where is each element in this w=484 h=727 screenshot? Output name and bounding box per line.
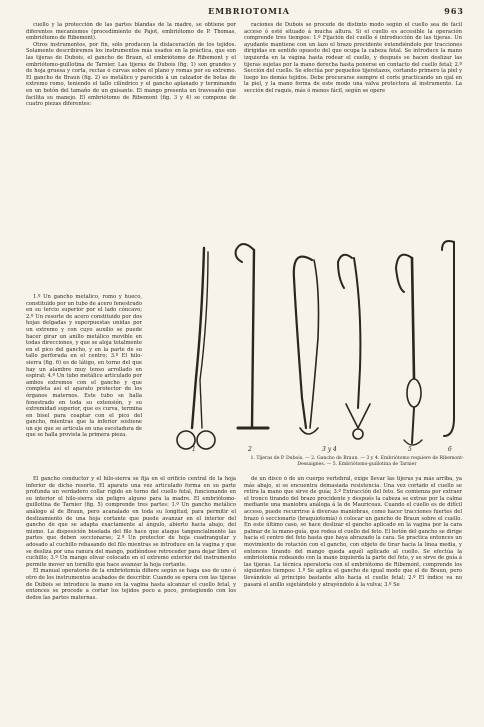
paragraph: raciones de Dubois se procede de distinto modo según el cuello sea de fácil acceso ó esté situado á mucha altura. Si el cuello es accesible la operación comprende tres tiempos: 1.º Fijación del cuello é introducción de las tijeras. Un ayudante mantiene con un lazo el brazo procidente extendiéndolo por tracciones dirigidas en sentido opuesto del que ocupa la cabeza fetal. Se introduce la mano izquierda en la vagina hasta rodear el cuello, y después se hacen deslizar las tijeras sujetas por la mano derecha hasta ponerse en contacto del cuello fetal; 2.º Sección del cuello. Se efectúa por pequeños tijeretazos, cortando primero la piel y luego los demás tejidos. Debe procurarse siempre el corte practicando un ojal en la piel, y la mano forma de este modo una valva protectora al instrumento. La sección del raquis, más ó menos fácil, según se opere	[244, 22, 462, 94]
page-title: EMBRIOTOMIA	[208, 6, 290, 16]
paragraph: El gancho conductor y el hilo-sierra se fija en el orificio central de la hoja inferior de dicho resorte. El aparato una vez articulado forma en su parte profunda un verdadero collar rígido en torno del cuello fetal, funcionando en su interior el hilo-sierra sin peligro alguno para la madre. El embriótomo-guillotina de Tarnier (fig. 5) comprende tres partes: 1.º Un gancho metálico análogo al de Braun, pero acanalado en toda su longitud, para permitir el deslizamiento de una hoja cortante que puede avanzar en el interior del gancho de que se adapta exactamente al ángulo, abierto hacia abajo, del mismo. La disposición biselada del filo hace que ataque tangencialmente las partes que deben seccionarse; 2.º Un protector de hoja cuadrangular y adosado al cuchillo rebasando del filo mientras se introduce en la vagina y que se desliza por una ranura del mango, pudiéndose retroceder para dejar libre el cuchillo; 3.º Un mango olivar colocado en el extremo exterior del instrumento permite mover un tornillo que hace avanzar la hoja cortante.	[26, 476, 236, 568]
figure-label-6: 6	[448, 446, 452, 453]
paragraph: 1.º Un gancho metálico, romo y hueco, constituido por un tubo de acero fenestrado en su tercio superior por el lado cóncavo; 2.º Un resorte de acero constituido por dos hojas delgadas y superpuestas unidas por un extremo y con cuyo auxilio se puede hacer girar un anillo metálico movible en todas direcciones, y que se aloja totalmente en el pico del gancho, y en la parte de su tallo perforada en el centro; 3.º El hilo-sierra (fig. 6) es de látigo, en torno del que hay un alambre muy tenso arrollado en espiral; 4.º Un tubo metálico articulado por ambos extremos con el gancho y que completa así el aparato protector de los órganos maternos. Este tubo se halla fenestrado en toda su extensión, y su extremidad superior, que es curva, termina en bisel para coaptar con el pico del gancho, mientras que la inferior sostiene un eje que se articula en una escotadura de que se halla provista la primera pieza.	[26, 294, 142, 439]
figure-label-5: 5	[408, 446, 412, 453]
paragraph: de un disco ó de un cuerpo vertebral, exige llevar las tijeras ya más arriba, ya más abajo, si se encuentra demasiada resistencia. Una vez cortado el cuello se retira la mano que sirve de guía; 3.º Extracción del feto. Se comienza por extraer el tronco tirando del brazo procidente y después la cabeza se extrae por la calma mediante una maniobra análoga á la de Mauriceau. Cuando el cuello es de difícil acceso, puede recurrirse á diversas maniobras, como hacer tracciones fuertes del brazo ó seccionario (braquiotomía) ó colocar un gancho de Braun sobre el cuello. En este último caso, se hace deslizar el gancho aplicado en la vagina por la cara palmar de la mano-guía, que rodea el cuello del feto. El botón del gancho se dirige hacia el centro del feto hasta que haya abrazado la cara. Se practica entonces un movimiento de rotación con el gancho, con objeto de tirar hacia la línea media, y entonces tirando del mango queda aquél aplicado al cuello. Se efectúa la embriotomía rodeando con la mano izquierda la parte del feto, y se sirve de guía á las tijeras. La técnica operatoria con el embriótomo de Ribemont, comprende los siguientes tiempos: 1.º Se aplica el gancho de igual modo que el de Braun, pero llevándolo al principio bastante alto hacia el cuello fetal; 2.º El índice va no pasará el anillo sujetándolo y atrayéndolo á la vulva; 3.º Se	[244, 476, 462, 588]
paragraph: cuello y la protección de las partes blandas de la madre, se obtiene por diferentes mecanismos (procedimiento de Pajot, embriótomo de P. Thomas, embriótomo de Ribemont).	[26, 22, 236, 42]
figure-label-1: 1	[192, 446, 196, 453]
figure-label-3-4: 3 y 4	[322, 446, 337, 453]
instruments-illustration	[142, 228, 472, 458]
right-column-top	[244, 22, 462, 230]
paragraph: El manual operatorio de la embriotomía difiere según se haga uso de uno ó otro de los instrumentos acabados de describir. Cuando se opera con las tijeras de Dubois se introduce la mano en la vagina hasta alcanzar el cuello fetal, y entonces se procede a cortar los tejidos poco a poco, protegiendo con los dedos las partes maternas.	[26, 568, 236, 601]
instruments-figure	[142, 228, 472, 458]
hook-icon	[442, 241, 454, 436]
ribemont-embryotome-icon	[294, 255, 370, 439]
left-column-narrow	[26, 294, 142, 474]
left-column-bottom	[26, 476, 236, 719]
page-number: 963	[444, 6, 464, 16]
scissors-icon	[177, 248, 215, 449]
paragraph: Otros instrumentos, por fin, sólo producen la dislaceración de los tejidos. Solamente describiremos los instrumentos más usados en la práctica, que son las tijeras de Dubois, el gancho de Braun, el embriótomo de Ribemont y el embriótomo-guillotina de Tarnier. Las tijeras de Dubois (fig. 1) son grandes y de hoja gruesa y corta, rectas ó curvas sobre el plano y romas por su extremo. El gancho de Braun (fig. 2) es metálico y parecido á un calzador de botas de extremo romo, teniendo el tallo cilíndrico y el gancho aplanado y terminando en un botón del tamaño de un guisante. El mango presenta un travesaño que facilita su manejo. El embriótomo de Ribemont (fig. 3 y 4) se compone de cuatro piezas diferentes:	[26, 41, 236, 108]
running-header	[28, 6, 470, 20]
figure-label-2: 2	[248, 446, 252, 453]
braun-hook-icon	[236, 244, 268, 428]
figure-caption: 1. Tijeras de P. Dubois. — 2. Gancho de Braun. — 3 y 4. Embriótomo requiere de Ribemont-Dessaignes. — 5. Embriótomo-guillotina de Tarnier	[250, 456, 464, 467]
tarnier-guillotine-icon	[396, 255, 422, 445]
right-column-bottom	[244, 476, 462, 719]
